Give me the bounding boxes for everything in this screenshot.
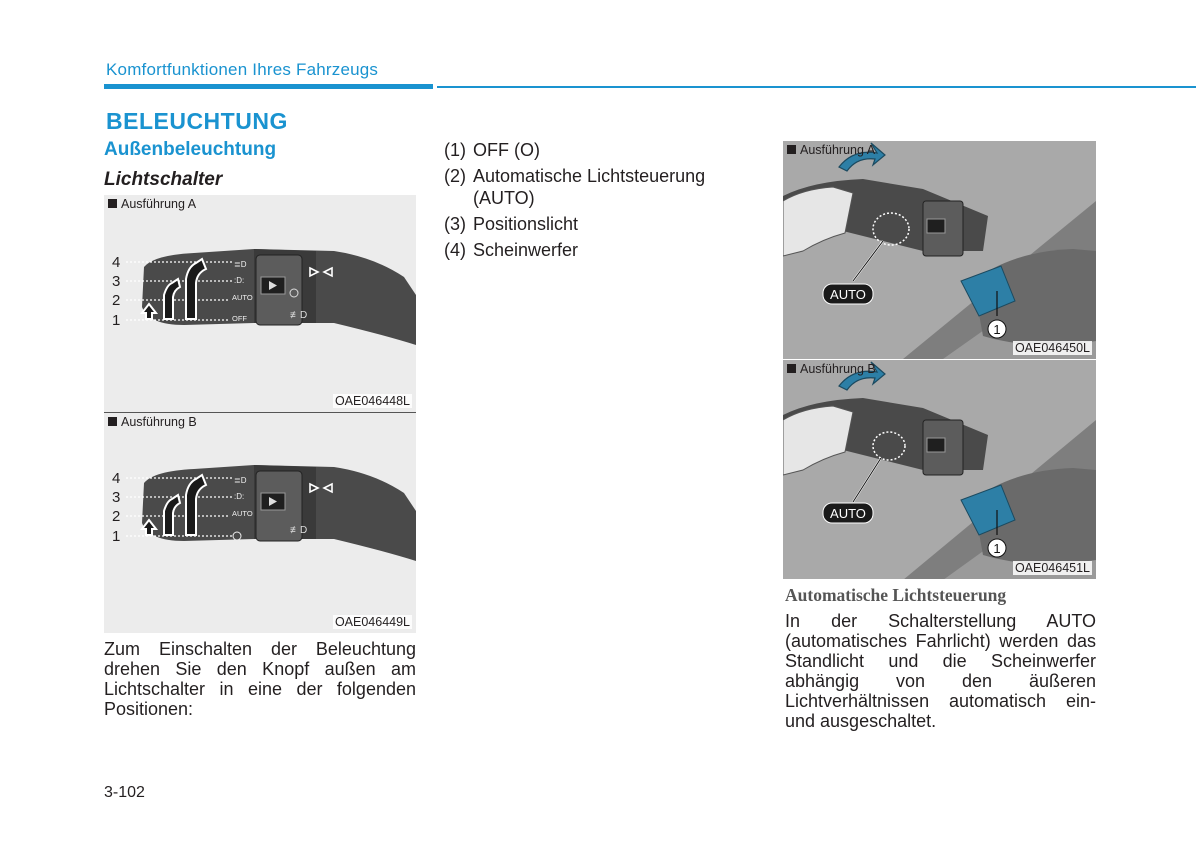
bullet-square-icon bbox=[108, 417, 117, 426]
dashboard-illustration bbox=[783, 360, 1096, 579]
light-switch-illustration bbox=[104, 195, 416, 413]
list-item: (1) OFF (O) bbox=[444, 140, 540, 160]
list-item: (3) Positionslicht bbox=[444, 214, 579, 234]
dashboard-illustration bbox=[783, 141, 1096, 359]
auto-light-heading: Automatische Lichtsteuerung bbox=[785, 585, 1007, 605]
svg-text:4: 4 bbox=[112, 254, 121, 271]
section-title: BELEUCHTUNG bbox=[106, 108, 288, 134]
figure-code: OAE046450L bbox=[1014, 341, 1090, 355]
svg-text:AUTO: AUTO bbox=[830, 506, 866, 521]
header-rule-thin bbox=[437, 86, 1196, 88]
svg-text:3: 3 bbox=[112, 489, 121, 506]
bullet-square-icon bbox=[787, 145, 796, 154]
positions-list bbox=[444, 139, 743, 265]
svg-text:4: 4 bbox=[112, 470, 121, 487]
figure-code: OAE046449L bbox=[334, 615, 410, 629]
svg-text:1: 1 bbox=[993, 541, 1001, 556]
bullet-square-icon bbox=[787, 364, 796, 373]
svg-text::D:: :D: bbox=[234, 492, 245, 501]
auto-light-paragraph: In der Schalterstellung AUTO (automatisches Fahrlicht) werden das Standlicht und die Scheinwerfer abhängig von den äußeren Lichtverhältnissen automatisch ein- und ausgeschaltet. bbox=[785, 611, 1096, 731]
figure-caption: Ausführung A bbox=[787, 143, 875, 157]
svg-text:AUTO: AUTO bbox=[232, 509, 253, 518]
figure-caption: Ausführung B bbox=[787, 362, 876, 376]
svg-text:≢D: ≢D bbox=[290, 525, 308, 536]
svg-text:≢D: ≢D bbox=[290, 310, 308, 321]
figure-auto-b bbox=[783, 359, 1096, 579]
light-switch-illustration bbox=[104, 413, 416, 633]
figure-caption: Ausführung A bbox=[108, 197, 196, 211]
figure-switch-a bbox=[104, 195, 416, 413]
svg-text:OFF: OFF bbox=[232, 314, 247, 323]
figure-switch-b bbox=[104, 413, 416, 633]
list-item: (2) Automatische Lichtsteuerung (AUTO) bbox=[444, 166, 706, 208]
figure-code: OAE046448L bbox=[334, 394, 410, 408]
chapter-title: Komfortfunktionen Ihres Fahrzeugs bbox=[106, 60, 379, 79]
figure-auto-a bbox=[783, 141, 1096, 359]
svg-text:AUTO: AUTO bbox=[232, 293, 253, 302]
subsubsection-title: Lichtschalter bbox=[104, 169, 223, 190]
figure-code: OAE046451L bbox=[1014, 561, 1090, 575]
svg-text:2: 2 bbox=[112, 292, 121, 309]
svg-text:AUTO: AUTO bbox=[830, 287, 866, 302]
svg-text:2: 2 bbox=[112, 508, 121, 525]
page-number: 3-102 bbox=[104, 784, 145, 801]
list-item: (4) Scheinwerfer bbox=[444, 240, 579, 260]
header-rule-thick bbox=[104, 84, 433, 89]
svg-text:1: 1 bbox=[993, 322, 1001, 337]
svg-text:≣D: ≣D bbox=[234, 476, 247, 485]
bullet-square-icon bbox=[108, 199, 117, 208]
subsection-title: Außenbeleuchtung bbox=[104, 139, 277, 160]
instruction-paragraph: Zum Einschalten der Beleuchtung drehen Sie den Knopf außen am Lichtschalter in eine der folgenden Positionen: bbox=[104, 639, 416, 719]
svg-text:1: 1 bbox=[112, 312, 121, 329]
svg-text:1: 1 bbox=[112, 528, 121, 545]
svg-text:≣D: ≣D bbox=[234, 260, 247, 269]
svg-text::D:: :D: bbox=[234, 276, 245, 285]
svg-text:3: 3 bbox=[112, 273, 121, 290]
figure-caption: Ausführung B bbox=[108, 415, 197, 429]
